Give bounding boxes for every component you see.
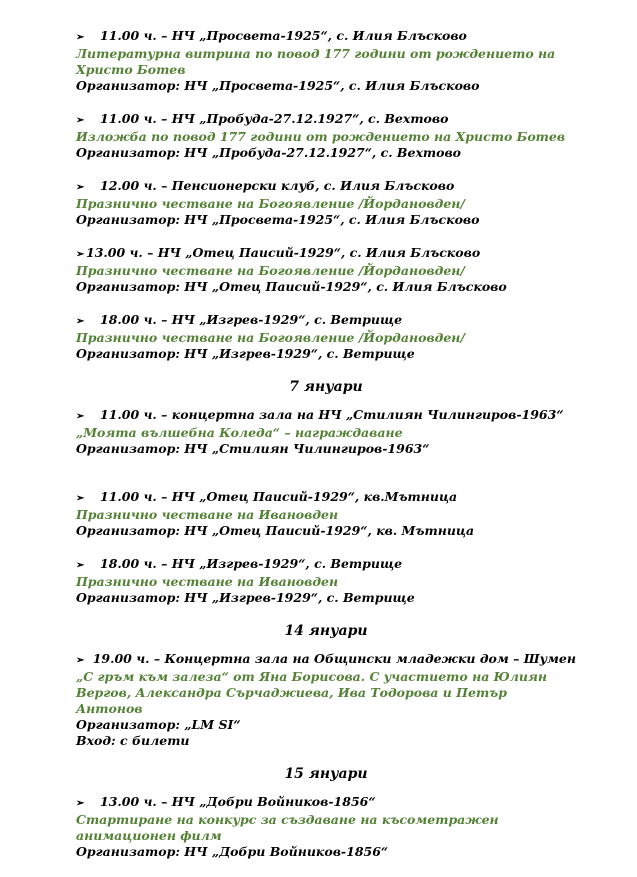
arrowhead-bullet-icon: ➢ [76, 560, 85, 571]
event-description: Литературна витрина по повод 177 години от рождението на Христо Ботев [76, 46, 556, 77]
arrowhead-bullet-icon: ➢ [76, 655, 85, 666]
event-item [76, 556, 576, 606]
arrowhead-bullet-icon: ➢ [76, 493, 85, 504]
event-description: Празнично честване на Ивановден [76, 507, 339, 522]
arrowhead-bullet-icon: ➢ [76, 115, 85, 126]
event-time-place: 13.00 ч. – НЧ „Отец Паисий-1929“, с. Илия Блъсково [86, 245, 481, 260]
event-time-place: 12.00 ч. – Пенсионерски клуб, с. Илия Блъсково [100, 178, 455, 193]
event-organizer: Организатор: НЧ „Отец Паисий-1929“, кв. Мътница [76, 523, 475, 538]
event-description: „Моята вълшебна Коледа“ – награждаване [76, 425, 403, 440]
date-heading: 7 януари [289, 379, 363, 395]
date-heading: 15 януари [284, 766, 368, 782]
event-item [76, 651, 576, 749]
document-page [76, 28, 576, 877]
event-description: „С гръм към залеза“ от Яна Борисова. С участието на Юлиян Вергов, Александра Сърчаджиева, Ива Тодорова и Петър Антонов [76, 669, 548, 716]
event-time-place: 11.00 ч. – НЧ „Просвета-1925“, с. Илия Блъсково [100, 28, 467, 43]
event-item [76, 245, 576, 295]
arrowhead-bullet-icon: ➢ [76, 316, 85, 327]
arrowhead-bullet-icon: ➢ [76, 249, 85, 260]
event-time-place: 11.00 ч. – концертна зала на НЧ „Стилиян Чилингиров-1963“ [100, 407, 564, 422]
event-time-place: 18.00 ч. – НЧ „Изгрев-1929“, с. Ветрище [100, 556, 403, 571]
arrowhead-bullet-icon: ➢ [76, 798, 85, 809]
event-item [76, 111, 576, 161]
event-item [76, 407, 576, 457]
event-time-place: 13.00 ч. – НЧ „Добри Войников-1856“ [100, 794, 376, 809]
event-item [76, 178, 576, 228]
event-item [76, 312, 576, 362]
event-organizer: Организатор: НЧ „Изгрев-1929“, с. Ветрище [76, 346, 415, 361]
arrowhead-bullet-icon: ➢ [76, 32, 85, 43]
event-time-place: 18.00 ч. – НЧ „Изгрев-1929“, с. Ветрище [100, 312, 403, 327]
arrowhead-bullet-icon: ➢ [76, 411, 85, 422]
event-description: Празнично честване на Богоявление /Йордановден/ [76, 196, 465, 211]
event-time-place: 11.00 ч. – НЧ „Пробуда-27.12.1927“, с. Вехтово [100, 111, 449, 126]
event-description: Изложба по повод 177 години от рождението на Христо Ботев [76, 129, 566, 144]
event-organizer: Организатор: НЧ „Просвета-1925“, с. Илия Блъсково [76, 212, 480, 227]
event-item [76, 489, 576, 539]
event-organizer: Организатор: НЧ „Просвета-1925“, с. Илия Блъсково [76, 78, 480, 93]
event-organizer: Организатор: НЧ „Стилиян Чилингиров-1963“ [76, 441, 430, 456]
event-description: Празнично честване на Богоявление /Йордановден/ [76, 263, 465, 278]
event-description: Празнично честване на Ивановден [76, 574, 339, 589]
event-organizer: Организатор: НЧ „Отец Паисий-1929“, с. Илия Блъсково [76, 279, 507, 294]
event-time-place: 19.00 ч. – Концертна зала на Общински младежки дом – Шумен [92, 651, 576, 666]
event-entry: Вход: с билети [76, 733, 190, 748]
event-description: Празнично честване на Богоявление /Йордановден/ [76, 330, 465, 345]
event-organizer: Организатор: „LM SI“ [76, 717, 241, 732]
event-item [76, 794, 576, 860]
event-organizer: Организатор: НЧ „Пробуда-27.12.1927“, с. Вехтово [76, 145, 462, 160]
date-heading: 14 януари [284, 623, 368, 639]
event-organizer: Организатор: НЧ „Изгрев-1929“, с. Ветрище [76, 590, 415, 605]
event-description: Стартиране на конкурс за създаване на късометражен анимационен филм [76, 812, 499, 843]
event-organizer: Организатор: НЧ „Добри Войников-1856“ [76, 844, 389, 859]
event-item [76, 28, 576, 94]
event-time-place: 11.00 ч. – НЧ „Отец Паисий-1929“, кв.Мътница [100, 489, 458, 504]
arrowhead-bullet-icon: ➢ [76, 182, 85, 193]
